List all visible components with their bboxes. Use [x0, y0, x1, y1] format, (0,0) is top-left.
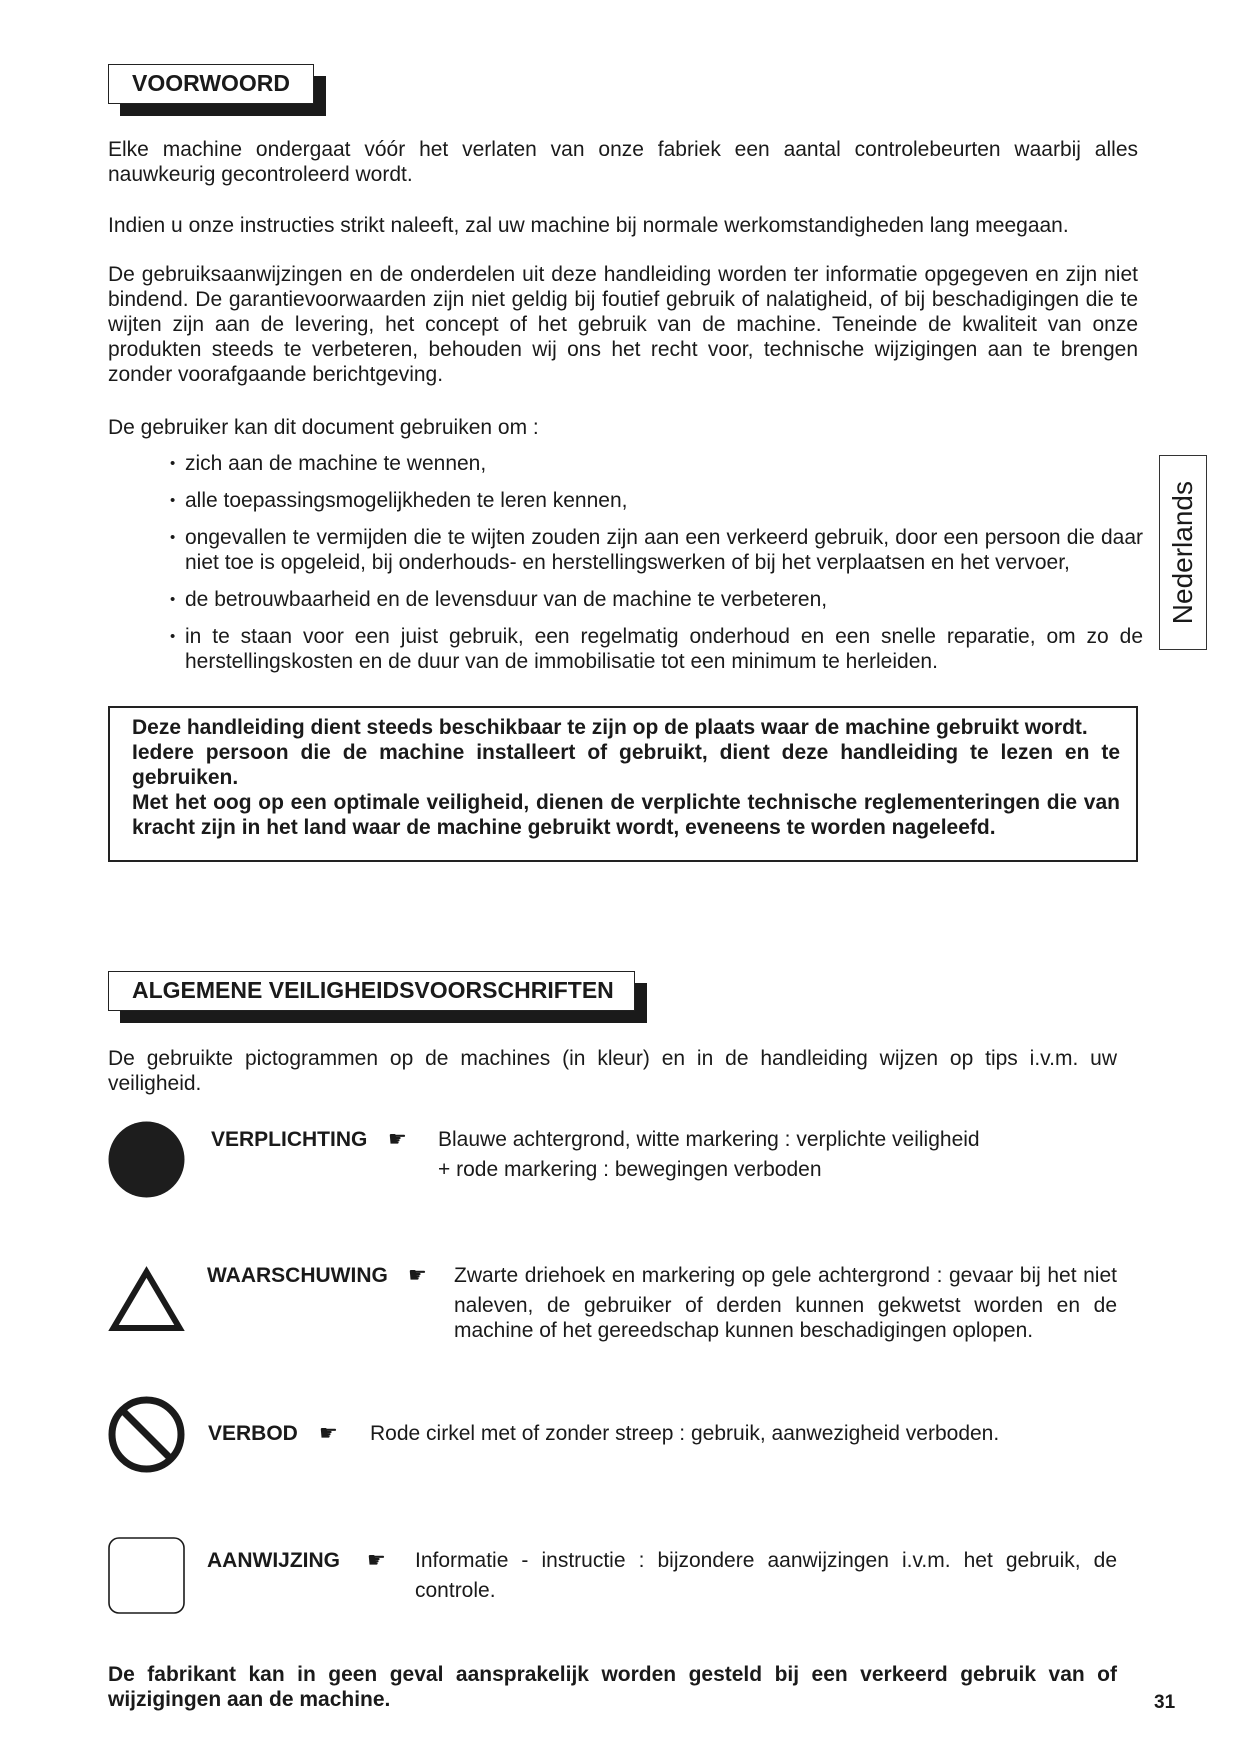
- text-line: De fabrikant kan in geen geval aansprakelijk worden gesteld bij een verkeerd gebruik van of: [108, 1663, 1117, 1686]
- text-line: Blauwe achtergrond, witte markering : verplichte veiligheid: [438, 1128, 980, 1151]
- text-line: bindend. De garantievoorwaarden zijn niet geldig bij foutief gebruik of nalatigheid, of bij beschadigingen die te: [108, 288, 1138, 311]
- text-line: De gebruiker kan dit document gebruiken om :: [108, 416, 539, 439]
- text-line: Rode cirkel met of zonder streep : gebruik, aanwezigheid verboden.: [370, 1422, 1000, 1445]
- pictogram-label-verbod: VERBOD: [208, 1422, 298, 1445]
- text-line: Elke machine ondergaat vóór het verlaten van onze fabriek een aantal controlebeurten waarbij alles: [108, 138, 1138, 161]
- usage-bullet-list: [185, 451, 1143, 674]
- bullet-item: [185, 624, 1143, 674]
- text-line: niet toe is opgeleid, bij onderhouds- en herstellingswerken of bij het verplaatsen en het vervoer,: [185, 551, 1070, 574]
- text-line: Deze handleiding dient steeds beschikbaar te zijn op de plaats waar de machine gebruikt wordt.: [132, 716, 1088, 739]
- text-line: Iedere persoon die de machine installeert of gebruikt, dient deze handleiding te lezen en te: [132, 741, 1120, 764]
- language-tab-label: Nederlands: [1167, 480, 1198, 625]
- prohibition-circle-icon: [108, 1396, 185, 1473]
- mandatory-filled-circle-icon: [108, 1121, 185, 1198]
- text-line: machine of het gereedschap kunnen beschadigingen oplopen.: [454, 1319, 1034, 1342]
- text-line: gebruiken.: [132, 766, 239, 789]
- text-line: Zwarte driehoek en markering op gele achtergrond : gevaar bij het niet: [454, 1264, 1117, 1287]
- text-line: Met het oog op een optimale veiligheid, dienen de verplichte technische reglementeringen die van: [132, 791, 1120, 814]
- text-line: Informatie - instructie : bijzondere aanwijzingen i.v.m. het gebruik, de: [415, 1549, 1117, 1572]
- text-line: De gebruikte pictogrammen op de machines (in kleur) en in de handleiding wijzen op tips i.v.m. uw: [108, 1047, 1117, 1070]
- text-line: Indien u onze instructies strikt naleeft, zal uw machine bij normale werkomstandigheden lang meegaan.: [108, 214, 1069, 237]
- information-square-icon: [108, 1537, 185, 1614]
- foreword-heading: VOORWOORD: [108, 64, 314, 104]
- pointing-hand-icon: [367, 1548, 386, 1573]
- text-line: • alle toepassingsmogelijkheden te leren kennen,: [185, 489, 628, 512]
- text-line: • ongevallen te vermijden die te wijten zouden zijn aan een verkeerd gebruik, door een persoon die daar: [185, 526, 1143, 549]
- safety-intro-paragraph: [108, 1046, 1117, 1096]
- text-line: naleven, de gebruiker of derden kunnen gekwetst worden en de: [454, 1294, 1117, 1317]
- text-line: De gebruiksaanwijzingen en de onderdelen uit deze handleiding worden ter informatie opgegeven en zijn niet: [108, 263, 1138, 286]
- pointing-hand-icon: [408, 1263, 427, 1288]
- foreword-usage-intro: [108, 415, 1138, 440]
- pictogram-description-verplichting: [438, 1127, 1118, 1182]
- text-line: zonder voorafgaande berichtgeving.: [108, 363, 444, 386]
- foreword-disclaimer-paragraph: [108, 262, 1138, 387]
- bullet-item: [185, 488, 1143, 513]
- liability-statement: [108, 1662, 1117, 1712]
- text-line: herstellingskosten en de duur van de immobilisatie tot een minimum te herleiden.: [185, 650, 938, 673]
- text-line: • de betrouwbaarheid en de levensduur van de machine te verbeteren,: [185, 588, 828, 611]
- foreword-durability-paragraph: [108, 213, 1138, 238]
- warning-triangle-icon: [108, 1265, 185, 1332]
- language-tab: [1159, 455, 1207, 650]
- bullet-item: [185, 587, 1143, 612]
- text-line: wijten zijn aan de levering, het concept of het gebruik van de machine. Teneinde de kwaliteit van onze: [108, 313, 1138, 336]
- pictogram-description-aanwijzing: [415, 1548, 1117, 1603]
- text-line: wijzigingen aan de machine.: [108, 1688, 391, 1711]
- pictogram-label-waarschuwing: WAARSCHUWING: [207, 1264, 388, 1287]
- pictogram-label-verplichting: VERPLICHTING: [211, 1128, 368, 1151]
- text-line: controle.: [415, 1579, 496, 1602]
- text-line: kracht zijn in het land waar de machine gebruikt wordt, eveneens te worden nageleefd.: [132, 816, 996, 839]
- pointing-hand-icon: [319, 1421, 338, 1446]
- text-line: • in te staan voor een juist gebruik, een regelmatig onderhoud en een snelle reparatie, om zo de: [185, 625, 1143, 648]
- notice-box: [108, 706, 1138, 862]
- text-line: produkten steeds te verbeteren, behouden wij ons het recht voor, technische wijzigingen aan te brengen: [108, 338, 1138, 361]
- text-line: • zich aan de machine te wennen,: [185, 452, 487, 475]
- safety-heading: ALGEMENE VEILIGHEIDSVOORSCHRIFTEN: [108, 971, 635, 1011]
- page-number: 31: [1154, 1692, 1176, 1713]
- text-line: nauwkeurig gecontroleerd wordt.: [108, 163, 413, 186]
- bullet-item: [185, 525, 1143, 575]
- text-line: veiligheid.: [108, 1072, 202, 1095]
- text-line: + rode markering : bewegingen verboden: [438, 1158, 822, 1181]
- pictogram-label-aanwijzing: AANWIJZING: [207, 1549, 340, 1572]
- pictogram-description-waarschuwing: [454, 1263, 1117, 1343]
- foreword-intro-paragraph: [108, 137, 1138, 187]
- pointing-hand-icon: [388, 1127, 407, 1152]
- pictogram-description-verbod: [370, 1421, 1130, 1451]
- bullet-item: [185, 451, 1143, 476]
